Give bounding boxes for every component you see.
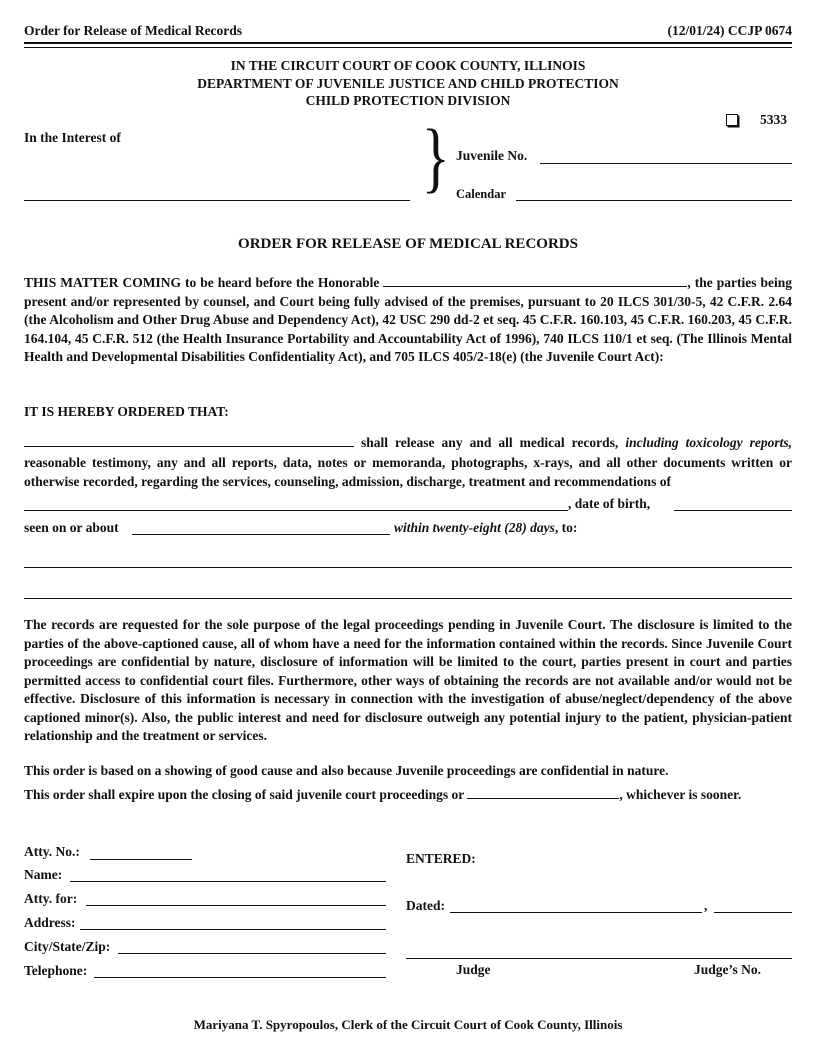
telephone-label: Telephone:	[24, 963, 88, 978]
expire-text	[24, 786, 792, 805]
within-days-text: within twenty-eight (28) days	[394, 520, 555, 535]
dated-field[interactable]	[450, 912, 702, 913]
minor-name-field[interactable]	[24, 200, 410, 201]
court-heading	[0, 57, 816, 110]
caption-brace: }	[421, 113, 450, 200]
calendar-checkbox[interactable]	[726, 114, 738, 126]
header-rule	[24, 42, 792, 44]
judge-signature-line[interactable]	[406, 958, 792, 959]
clerk-footer: Mariyana T. Spyropoulos, Clerk of the Circuit Court of Cook County, Illinois	[193, 1017, 623, 1032]
seen-date-field[interactable]	[132, 534, 390, 535]
dated-year-field[interactable]	[714, 912, 792, 913]
address-label: Address:	[24, 915, 76, 930]
judge-no-label: Judge’s No.	[694, 962, 762, 977]
in-interest-label: In the Interest of	[24, 130, 121, 145]
address-field[interactable]	[80, 929, 386, 930]
court-line-2: DEPARTMENT OF JUVENILE JUSTICE AND CHILD PROTECTION	[197, 75, 619, 91]
juvenile-no-field[interactable]	[540, 163, 792, 164]
calendar-field[interactable]	[516, 200, 792, 201]
seen-label: seen on or about	[24, 520, 119, 535]
dated-comma: ,	[704, 898, 708, 913]
order-title: ORDER FOR RELEASE OF MEDICAL RECORDS	[238, 236, 578, 252]
dob-field[interactable]	[674, 510, 792, 511]
dated-label: Dated:	[406, 898, 445, 913]
dob-label: , date of birth,	[568, 496, 651, 511]
provider-field[interactable]	[24, 434, 354, 447]
form-code: (12/01/24) CCJP 0674	[667, 23, 792, 38]
good-cause-text: This order is based on a showing of good cause and also because Juvenile proceedings are confidential in nature.	[24, 763, 669, 778]
intro-start: THIS MATTER COMING to be heard before the Honorable	[24, 275, 384, 290]
expire-start: This order shall expire upon the closing of said juvenile court proceedings or	[24, 787, 468, 802]
shall-release-text: shall release any and all medical records,	[354, 435, 626, 450]
court-line-3: CHILD PROTECTION DIVISION	[305, 93, 511, 108]
within-days-group	[394, 520, 577, 536]
court-line-1: IN THE CIRCUIT COURT OF COOK COUNTY, ILLINOIS	[230, 58, 586, 73]
judge-label: Judge	[456, 962, 491, 977]
to-label: , to:	[554, 520, 578, 535]
expire-date-field[interactable]	[467, 786, 619, 799]
atty-for-label: Atty. for:	[24, 891, 78, 906]
calendar-label: Calendar	[456, 187, 506, 201]
atty-no-label: Atty. No.:	[24, 844, 80, 859]
telephone-field[interactable]	[94, 977, 386, 978]
recipient-line-2[interactable]	[24, 598, 792, 599]
release-paragraph	[24, 433, 792, 492]
checkbox-code: 5333	[760, 112, 787, 127]
entered-label: ENTERED:	[406, 851, 476, 866]
release-rest: reasonable testimony, any and all reports, data, notes or memoranda, photographs, x-rays, and all other documents written or otherwise recorded, regarding the services, counseling, admission, discharge, treatment and recommendations of	[24, 454, 792, 489]
patient-name-field[interactable]	[24, 510, 568, 511]
expire-end: , whichever is sooner.	[619, 787, 742, 802]
atty-for-field[interactable]	[86, 905, 386, 906]
toxicology-text: including toxicology reports,	[625, 435, 792, 450]
judge-name-field[interactable]	[383, 274, 687, 287]
recipient-line-1[interactable]	[24, 567, 792, 568]
ordered-heading: IT IS HEREBY ORDERED THAT:	[24, 404, 229, 419]
juvenile-no-label: Juvenile No.	[456, 148, 528, 163]
intro-paragraph	[24, 274, 792, 367]
atty-name-field[interactable]	[70, 881, 386, 882]
city-label: City/State/Zip:	[24, 939, 111, 954]
city-field[interactable]	[118, 953, 386, 954]
purpose-paragraph: The records are requested for the sole purpose of the legal proceedings pending in Juvenile Court. The disclosure is limited to the parties of the above-captioned cause, all of whom have a need for the information contained within the records. Since Juvenile Court proceedings are confidential by nature, disclosure of information will be limited to the court, parties present in court and parties permitted access to confidential court files. Furthermore, other ways of obtaining the records are not available and/or would not be effective. Disclosure of this information is necessary in connection with the investigation of abuse/neglect/dependency of the above captioned minor(s). Also, the public interest and need for disclosure outweigh any potential injury to the patient, physician-patient relationship and the treatment or services.	[24, 617, 792, 743]
form-title: Order for Release of Medical Records	[24, 23, 243, 38]
atty-no-field[interactable]	[90, 859, 192, 860]
header-rule-thin	[24, 47, 792, 48]
name-label: Name:	[24, 867, 63, 882]
intro-rest: , the parties being present and/or represented by counsel, and Court being fully advised of the premises, pursuant to 20 ILCS 301/30-5, 42 C.F.R. 2.64 (the Alcoholism and Other Drug Abuse and Dependency Act), 42 USC 290 dd-2 et seq. 45 C.F.R. 160.103, 45 C.F.R. 160.203, 45 C.F.R. 164.104, 45 C.F.R. 512 (the Health Insurance Portability and Accountability Act of 1996), 740 ILCS 110/1 et seq. (The Illinois Mental Health and Developmental Disabilities Confidentiality Act), and 705 ILCS 405/2-18(e) (the Juvenile Court Act):	[24, 275, 792, 364]
